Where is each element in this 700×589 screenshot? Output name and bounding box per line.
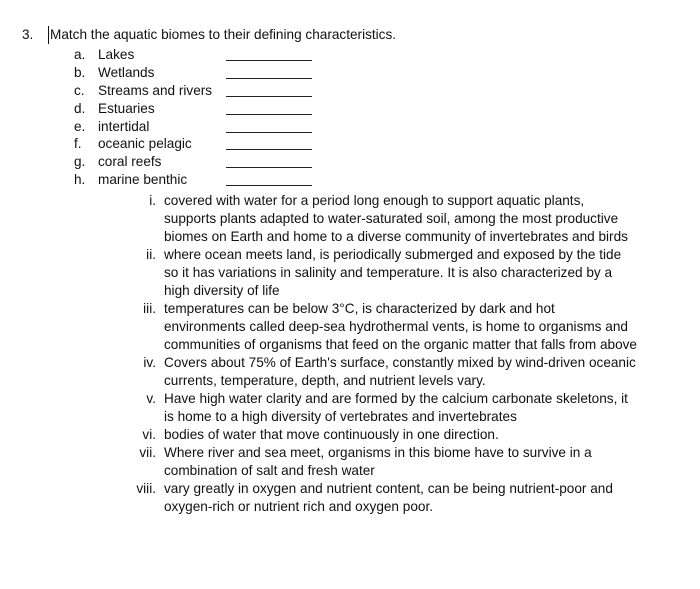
biome-label: oceanic pelagic bbox=[98, 136, 192, 152]
characteristic-numeral: vii. bbox=[139, 445, 156, 460]
question-3 bbox=[22, 24, 682, 514]
characteristic-numeral: viii. bbox=[136, 481, 156, 496]
characteristic-item bbox=[118, 480, 638, 516]
characteristic-numeral: vi. bbox=[142, 427, 156, 442]
biome-item bbox=[74, 64, 312, 82]
biome-label: intertidal bbox=[98, 118, 150, 134]
characteristic-item bbox=[118, 300, 638, 354]
characteristic-numeral: ii. bbox=[146, 247, 156, 262]
characteristic-numeral: i. bbox=[149, 193, 156, 208]
biome-list bbox=[74, 46, 312, 188]
biome-label: Estuaries bbox=[98, 100, 155, 116]
characteristic-numeral: v. bbox=[146, 391, 156, 406]
biome-letter: a. bbox=[74, 47, 86, 63]
characteristic-list bbox=[118, 192, 638, 516]
biome-label: Wetlands bbox=[98, 65, 155, 81]
characteristic-text: bodies of water that move continuously in one direction. bbox=[164, 427, 499, 442]
characteristic-item bbox=[118, 192, 638, 246]
answer-blank[interactable] bbox=[226, 120, 312, 133]
biome-item bbox=[74, 135, 312, 153]
characteristic-item bbox=[118, 444, 638, 480]
biome-item bbox=[74, 99, 312, 117]
biome-letter: c. bbox=[74, 82, 85, 98]
biome-label: marine benthic bbox=[98, 171, 188, 187]
biome-letter: b. bbox=[74, 65, 86, 81]
biome-item bbox=[74, 153, 312, 171]
answer-blank[interactable] bbox=[226, 102, 312, 115]
characteristic-text: Have high water clarity and are formed by the calcium carbonate skeletons, it is home to a high diversity of vertebrates and invertebrates bbox=[164, 391, 628, 424]
characteristic-text: Covers about 75% of Earth's surface, constantly mixed by wind-driven oceanic currents, temperature, depth, and nutrient levels vary. bbox=[164, 355, 636, 388]
biome-letter: g. bbox=[74, 154, 86, 170]
characteristic-numeral: iv. bbox=[143, 355, 156, 370]
answer-blank[interactable] bbox=[226, 84, 312, 97]
characteristic-text: vary greatly in oxygen and nutrient content, can be being nutrient-poor and oxygen-rich or nutrient rich and oxygen poor. bbox=[164, 481, 613, 514]
biome-item bbox=[74, 117, 312, 135]
answer-blank[interactable] bbox=[226, 66, 312, 79]
biome-label: Streams and rivers bbox=[98, 82, 213, 98]
biome-item bbox=[74, 46, 312, 64]
question-header bbox=[22, 24, 682, 46]
text-cursor bbox=[48, 26, 49, 44]
characteristic-text: Where river and sea meet, organisms in this biome have to survive in a combination of salt and fresh water bbox=[164, 445, 592, 478]
characteristic-item bbox=[118, 390, 638, 426]
answer-blank[interactable] bbox=[226, 173, 312, 186]
biome-letter: d. bbox=[74, 100, 86, 116]
biome-letter: f. bbox=[74, 136, 82, 152]
characteristic-numeral: iii. bbox=[143, 301, 156, 316]
question-number: 3. bbox=[22, 27, 34, 42]
biome-item bbox=[74, 82, 312, 100]
answer-blank[interactable] bbox=[226, 48, 312, 61]
characteristic-text: covered with water for a period long enough to support aquatic plants, supports plants adapted to water-saturated soil, among the most productive biomes on Earth and home to a diverse community of invertebrates and birds bbox=[164, 193, 628, 244]
answer-blank[interactable] bbox=[226, 155, 312, 168]
biome-letter: e. bbox=[74, 118, 86, 134]
biome-label: coral reefs bbox=[98, 154, 162, 170]
characteristic-text: temperatures can be below 3°C, is characterized by dark and hot environments called deep-sea hydrothermal vents, is home to organisms and communities of organisms that feed on the organic matter that falls from above bbox=[164, 301, 637, 352]
answer-blank[interactable] bbox=[226, 137, 312, 150]
characteristic-item bbox=[118, 246, 638, 300]
characteristic-item bbox=[118, 426, 638, 444]
question-prompt[interactable]: Match the aquatic biomes to their defining characteristics. bbox=[50, 27, 397, 42]
biome-label: Lakes bbox=[98, 47, 135, 63]
characteristic-item bbox=[118, 354, 638, 390]
biome-letter: h. bbox=[74, 171, 86, 187]
biome-item bbox=[74, 171, 312, 189]
characteristic-text: where ocean meets land, is periodically submerged and exposed by the tide so it has variations in salinity and temperature. It is also characterized by a high diversity of life bbox=[164, 247, 622, 298]
